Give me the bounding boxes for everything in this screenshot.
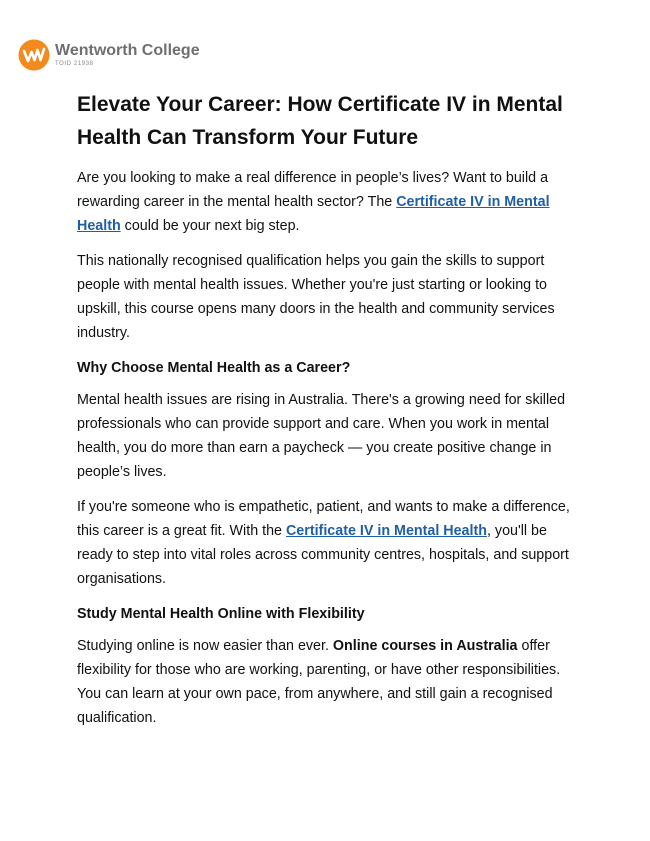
- intro-text-before: Are you looking to make a real difference in people’s lives? Want to build a rewarding career in the mental health sector? The: [77, 170, 549, 210]
- certificate-iv-link[interactable]: Certificate IV in Mental Health: [77, 194, 550, 234]
- empathy-text-after: , you'll be ready to step into vital roles across community centres, hospitals, and support organisations.: [77, 523, 569, 587]
- empathy-text-before: If you're someone who is empathetic, patient, and wants to make a difference, this career is a great fit. With the: [77, 499, 570, 539]
- empathy-paragraph: [77, 495, 582, 591]
- intro-paragraph: [77, 166, 582, 238]
- article: [77, 88, 582, 741]
- online-text-before: Studying online is now easier than ever.: [77, 638, 333, 654]
- online-text-after: offer flexibility for those who are working, parenting, or have other responsibilities. You can learn at your own pace, from anywhere, and still gain a recognised qualification.: [77, 638, 561, 726]
- article-title: Elevate Your Career: How Certificate IV in Mental Health Can Transform Your Future: [77, 93, 563, 149]
- wentworth-logo-icon: [18, 39, 50, 71]
- brand-name: Wentworth College: [55, 42, 200, 59]
- certificate-iv-link-2[interactable]: Certificate IV in Mental Health: [285, 523, 487, 539]
- intro-text-after: could be your next big step.: [120, 218, 300, 234]
- qualification-paragraph: This nationally recognised qualification helps you gain the skills to support people with mental health issues. Whether you're just starting or looking to upskill, this course opens many doors in the health and community services industry.: [77, 253, 555, 341]
- section-heading-why: Why Choose Mental Health as a Career?: [77, 360, 351, 376]
- logo-text: [55, 43, 200, 67]
- online-courses-bold: Online courses in Australia: [332, 638, 518, 654]
- online-study-paragraph: [77, 634, 582, 730]
- brand-sub: TOID 21938: [55, 61, 94, 67]
- mental-health-paragraph: Mental health issues are rising in Australia. There's a growing need for skilled professionals who can provide support and care. When you work in mental health, you do more than earn a paycheck — you create positive change in people’s lives.: [77, 392, 566, 480]
- section-heading-online: Study Mental Health Online with Flexibility: [77, 606, 365, 622]
- header: [18, 39, 200, 71]
